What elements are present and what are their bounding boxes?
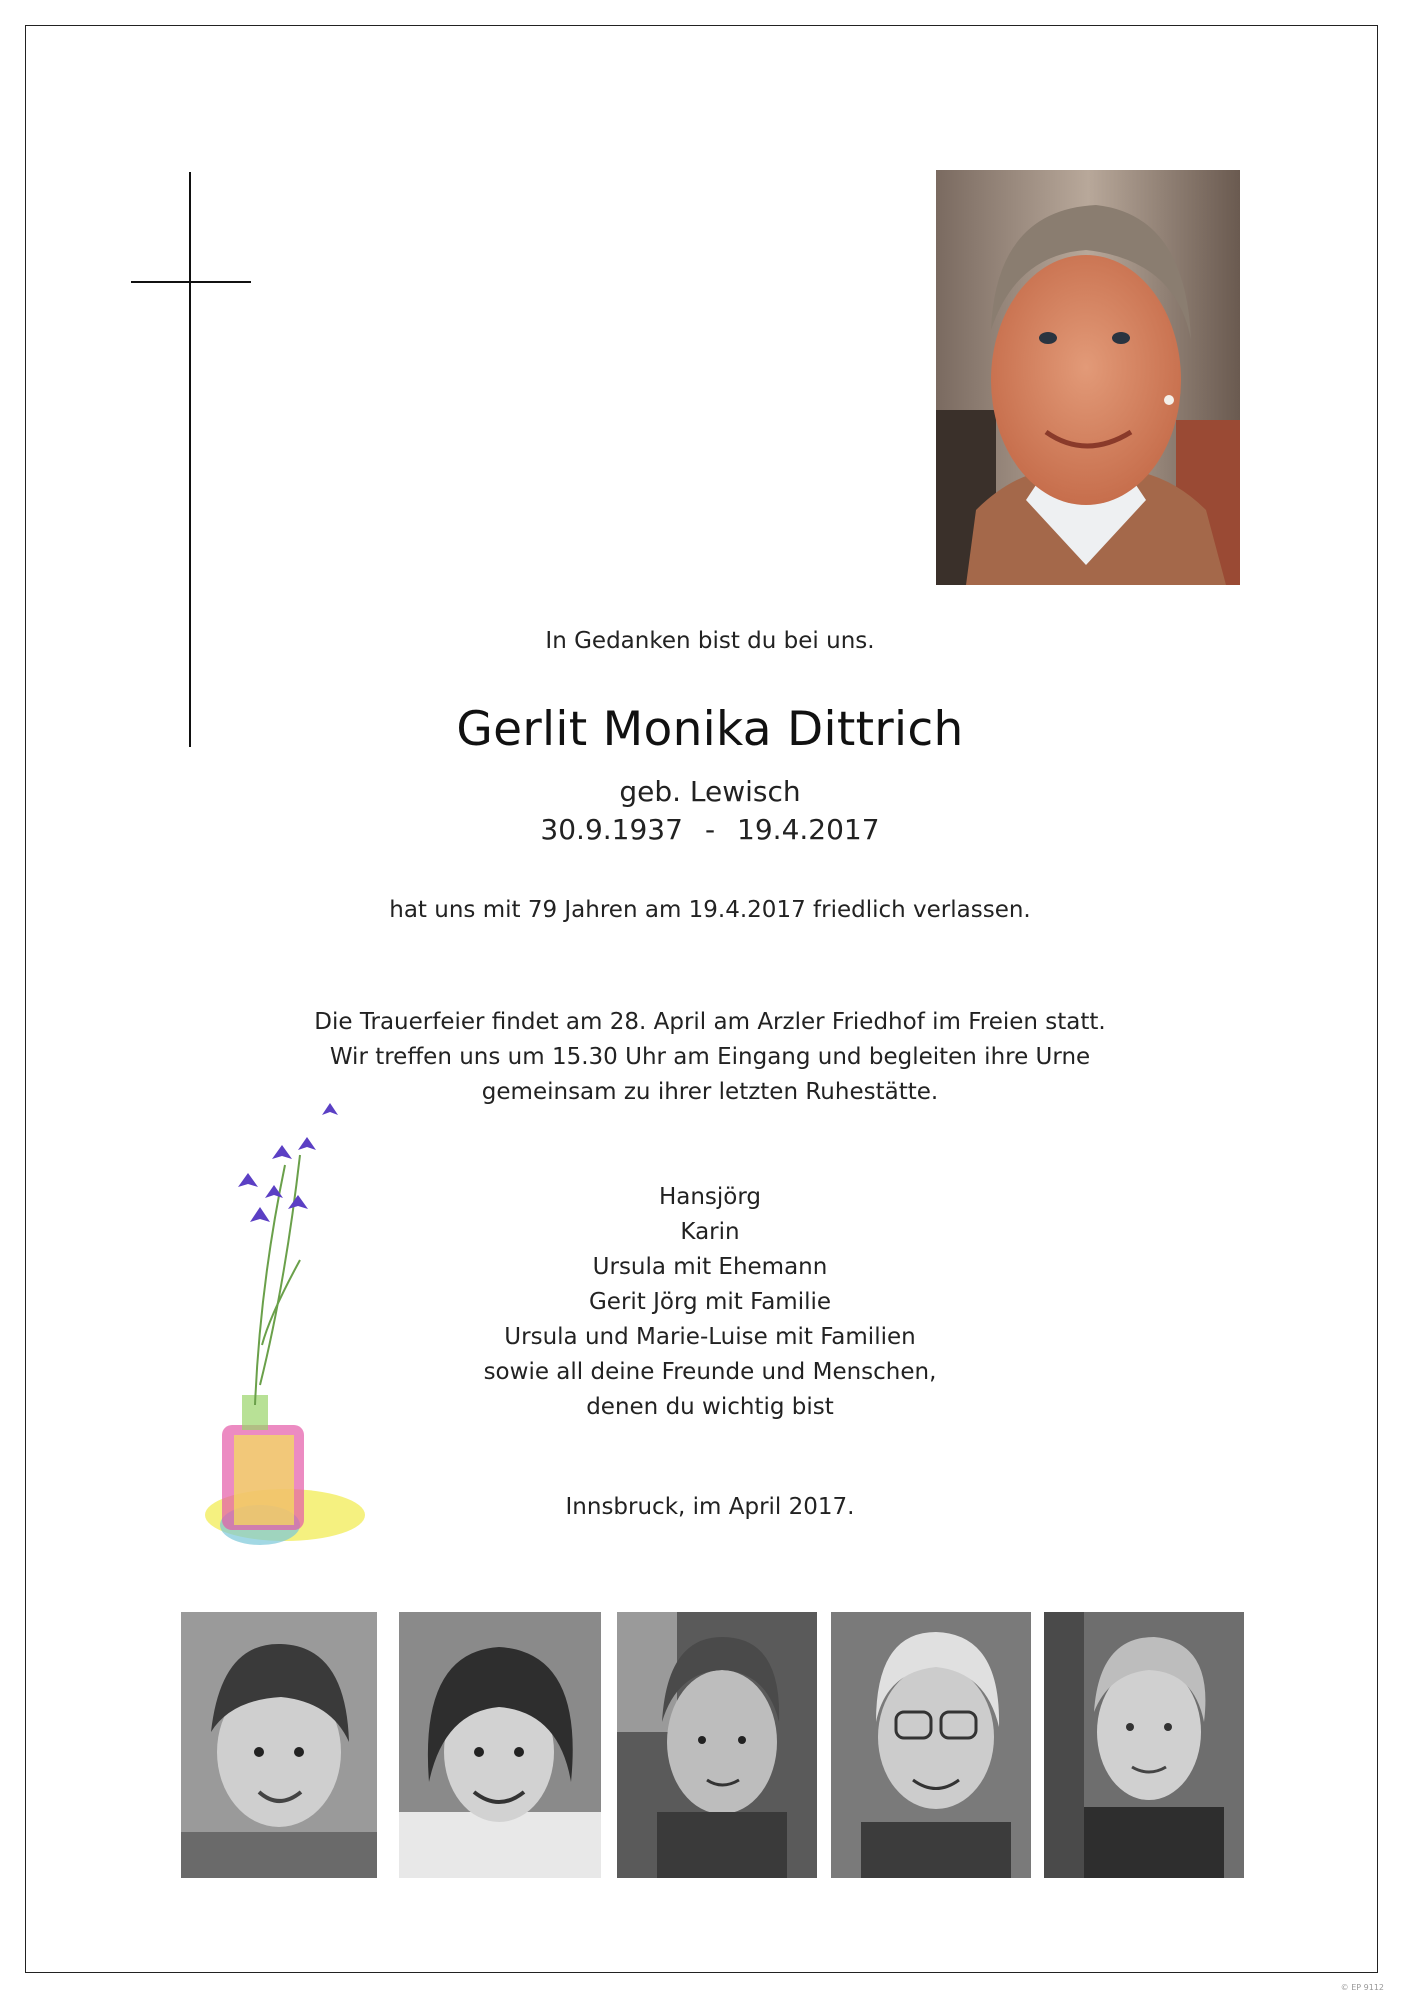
gallery-photo-young-woman (399, 1612, 601, 1878)
mourner-entry: Ursula und Marie-Luise mit Familien (504, 1324, 916, 1350)
gallery-photo-child (181, 1612, 377, 1878)
mourner-entry: Hansjörg (658, 1184, 762, 1210)
date-separator: - (704, 813, 716, 846)
mourner-entry: Karin (680, 1219, 740, 1245)
mourners-list (200, 1180, 1220, 1425)
footer-code: © EP 9112 (1340, 1983, 1384, 1992)
mourner-entry: Gerit Jörg mit Familie (588, 1289, 832, 1315)
portrait-photo (936, 170, 1240, 585)
mourner-entry: denen du wichtig bist (586, 1394, 834, 1420)
birth-date: 30.9.1937 (540, 813, 683, 846)
place-date: Innsbruck, im April 2017. (565, 1494, 855, 1520)
gallery-photo-woman (617, 1612, 817, 1878)
passed-away-text: hat uns mit 79 Jahren am 19.4.2017 friedlich verlassen. (389, 897, 1031, 923)
cross-icon-horizontal (131, 281, 251, 283)
deceased-name: Gerlit Monika Dittrich (456, 702, 964, 757)
ceremony-line: Die Trauerfeier findet am 28. April am Arzler Friedhof im Freien statt. (314, 1009, 1106, 1035)
mourner-entry: Ursula mit Ehemann (592, 1254, 828, 1280)
gallery-photo-older-woman (831, 1612, 1031, 1878)
motto-text: In Gedanken bist du bei uns. (545, 628, 875, 654)
ceremony-line: gemeinsam zu ihrer letzten Ruhestätte. (481, 1079, 939, 1105)
gallery-photo-elderly-woman (1044, 1612, 1244, 1878)
death-date: 19.4.2017 (737, 813, 880, 846)
life-dates (200, 813, 1220, 846)
cross-icon-vertical (189, 172, 191, 747)
ceremony-line: Wir treffen uns um 15.30 Uhr am Eingang und begleiten ihre Urne (329, 1044, 1091, 1070)
birth-name: geb. Lewisch (619, 775, 801, 808)
mourner-entry: sowie all deine Freunde und Menschen, (483, 1359, 937, 1385)
